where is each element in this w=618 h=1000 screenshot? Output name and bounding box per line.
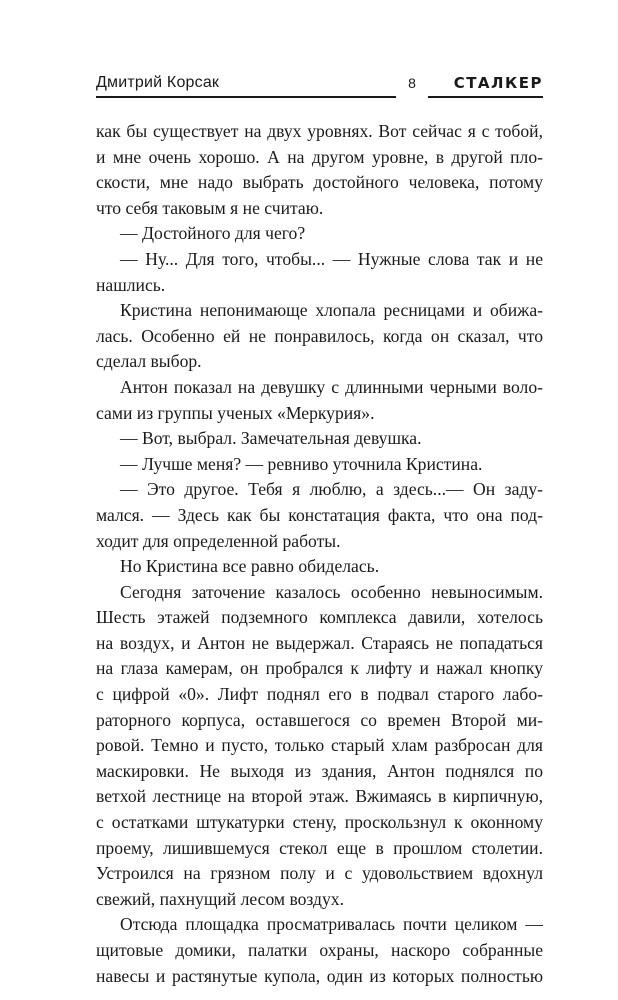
text-line: мался. — Здесь как бы констатация факта, что она под- (96, 504, 543, 525)
text-line: Кристина непонимающе хлопала ресницами и обижа- (120, 300, 543, 321)
author-name: Дмитрий Корсак (96, 74, 396, 98)
text-line: и мне очень хорошо. А на другом уровне, в другой пло- (96, 146, 543, 167)
text-line: с остатками штукатурки стену, проскользнул к оконному (96, 812, 543, 833)
page-number: 8 (408, 75, 416, 91)
text-line: Но Кристина все равно обиделась. (120, 556, 380, 577)
text-line: на воздух, и Антон не выдержал. Стараясь не попадаться (96, 632, 543, 653)
text-line: ходит для определенной работы. (96, 530, 341, 551)
text-line: раторного корпуса, оставшегося со времен Второй ми- (96, 709, 543, 730)
text-line: ветхой лестнице на второй этаж. Вжимаясь в кирпичную, (96, 786, 543, 807)
text-line: щитовые домики, палатки охраны, наскоро собранные (96, 940, 543, 960)
text-line: сами из группы ученых «Меркурия». (96, 402, 375, 423)
text-line: свежий, пахнущий лесом воздух. (96, 888, 345, 909)
page-header (96, 74, 543, 100)
text-line: проему, лишившемуся стекол еще в прошлом столетии. (96, 837, 543, 858)
text-line: скости, мне надо выбрать достойного человека, потому (96, 172, 543, 193)
text-line: Шесть этажей подземного комплекса давили, хотелось (96, 607, 543, 628)
text-line: маскировки. Не выходя из здания, Антон поднялся по (96, 760, 543, 781)
text-line: что себя таковым я не считаю. (96, 197, 324, 218)
text-line: Антон показал на девушку с длинными черными воло- (120, 376, 543, 397)
text-line: как бы существует на двух уровнях. Вот сейчас я с тобой, (96, 121, 543, 141)
text-line: — Достойного для чего? (120, 223, 306, 244)
text-line: — Ну... Для того, чтобы... — Нужные слова так и не (120, 248, 543, 269)
text-line: нашлись. (96, 274, 166, 295)
text-line: с цифрой «0». Лифт поднял его в подвал старого лабо- (96, 684, 543, 705)
text-line: сделал выбор. (96, 351, 202, 372)
text-line: ровой. Темно и пусто, только старый хлам разбросан для (96, 735, 543, 756)
series-title: СТАЛКЕР (428, 74, 543, 98)
text-line: на глаза камерам, он пробрался к лифту и нажал кнопку (96, 658, 543, 679)
text-line: — Вот, выбрал. Замечательная девушка. (120, 428, 422, 449)
body-text (96, 119, 543, 989)
text-line: навесы и растянутые купола, один из которых полностью (96, 965, 543, 986)
text-line: лась. Особенно ей не понравилось, когда он сказал, что (96, 325, 543, 346)
text-line: Устроился на грязном полу и с удовольствием вдохнул (96, 863, 543, 884)
text-line: — Это другое. Тебя я люблю, а здесь...— Он заду- (120, 479, 543, 500)
text-line: Отсюда площадка просматривалась почти целиком — (120, 914, 543, 935)
text-line: Сегодня заточение казалось особенно невыносимым. (120, 581, 543, 602)
text-line: — Лучше меня? — ревниво уточнила Кристина. (120, 453, 483, 474)
